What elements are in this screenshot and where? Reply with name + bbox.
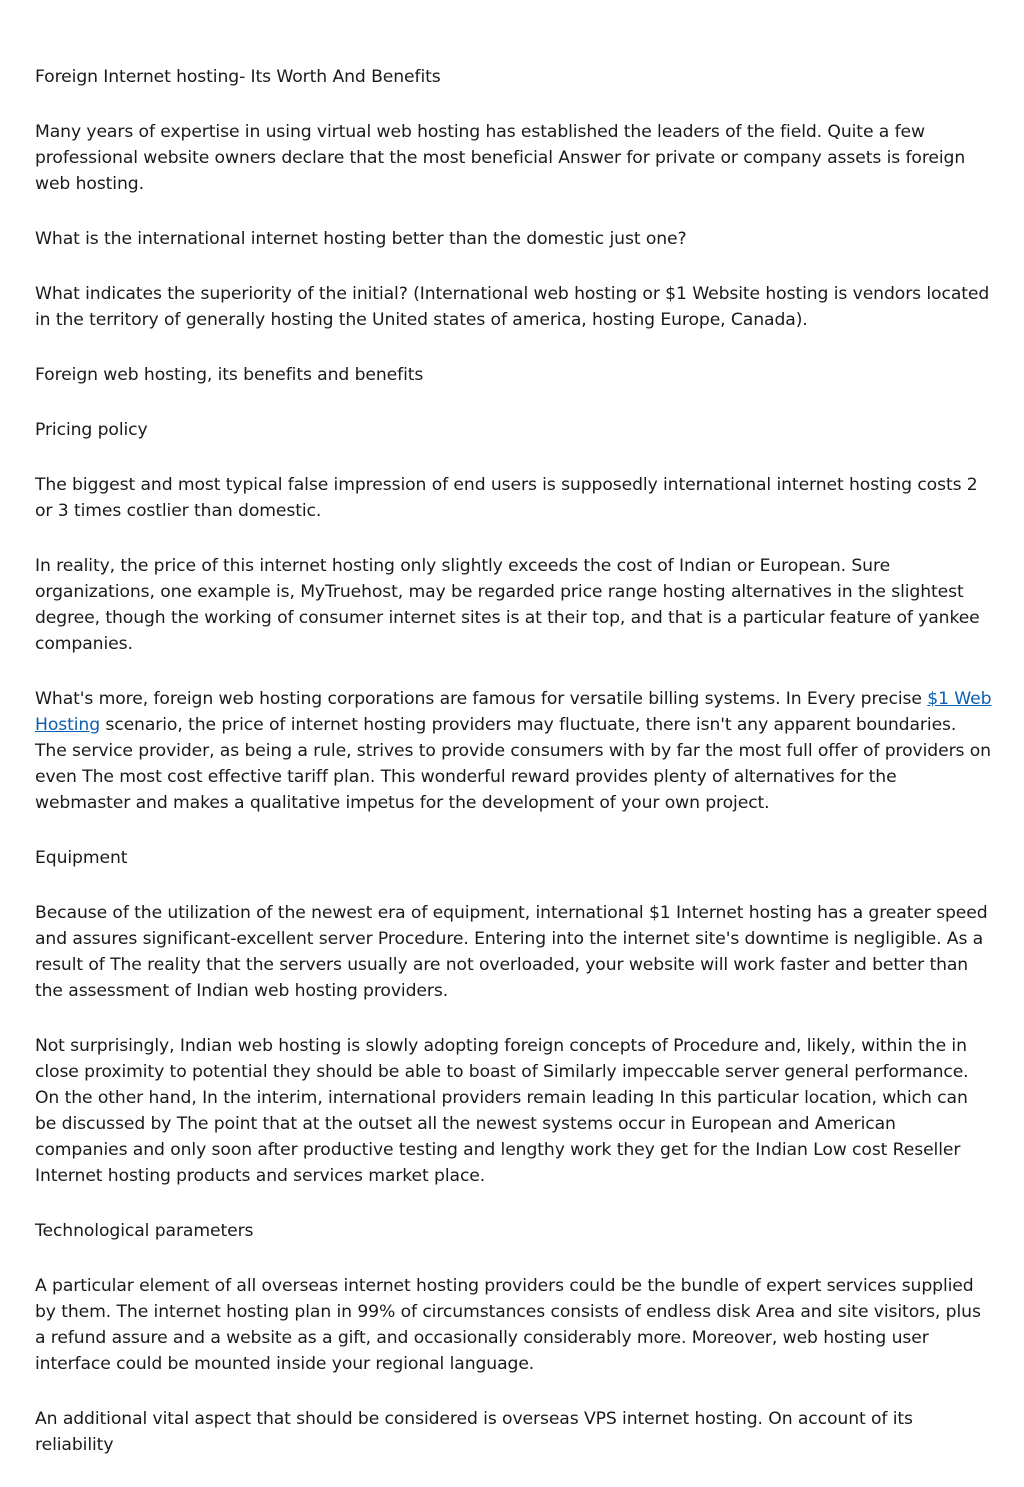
paragraph-indian-hosting: Not surprisingly, Indian web hosting is slowly adopting foreign concepts of Procedure and, likely, within the in close proximity to potential they should be able to boast of Similarly impeccable server general performance. On the other hand, In the interim, international providers remain leading In this particular location, which can be discussed by The point that at the outset all the newest systems occur in European and American companies and only soon after productive testing and lengthy work they get for the Indian Low cost Reseller Internet hosting products and services market place. — [35, 1036, 969, 1186]
paragraph-billing — [35, 686, 993, 816]
heading-pricing-policy: Pricing policy — [35, 420, 148, 440]
paragraph-question: What is the international internet hosting better than the domestic just one? — [35, 229, 687, 249]
paragraph-equipment: Because of the utilization of the newest era of equipment, international $1 Internet hosting has a greater speed and assures significant-excellent server Procedure. Entering into the internet site's downtime is negligible. As a result of The reality that the servers usually are not overloaded, your website will work faster and better than the assessment of Indian web hosting providers. — [35, 903, 988, 1001]
web-hosting-link[interactable]: $1 Web Hosting — [35, 689, 992, 735]
heading-technological-parameters: Technological parameters — [35, 1221, 254, 1241]
paragraph-intro: Many years of expertise in using virtual web hosting has established the leaders of the field. Quite a few professional website owners declare that the most beneficial Answer for private or company assets is foreign web hosting. — [35, 122, 966, 194]
document-title: Foreign Internet hosting- Its Worth And Benefits — [35, 67, 441, 87]
billing-text-before: What's more, foreign web hosting corporations are famous for versatile billing systems. In Every precise — [35, 689, 928, 709]
heading-equipment: Equipment — [35, 848, 128, 868]
paragraph-superiority: What indicates the superiority of the initial? (International web hosting or $1 Website hosting is vendors located in the territory of generally hosting the United states of america, hosting Europe, Canada). — [35, 284, 990, 330]
billing-text-after: scenario, the price of internet hosting providers may fluctuate, there isn't any apparent boundaries. The service provider, as being a rule, strives to provide consumers with by far the most full offer of providers on even The most cost effective tariff plan. This wonderful reward provides plenty of alternatives for the webmaster and makes a qualitative impetus for the development of your own project. — [35, 715, 991, 813]
paragraph-reality: In reality, the price of this internet hosting only slightly exceeds the cost of Indian or European. Sure organizations, one example is, MyTruehost, may be regarded price range hosting alternatives in the slightest degree, though the working of consumer internet sites is at their top, and that is a particular feature of yankee companies. — [35, 556, 980, 654]
paragraph-misconception: The biggest and most typical false impression of end users is supposedly international internet hosting costs 2 or 3 times costlier than domestic. — [35, 475, 978, 521]
paragraph-vps-hosting: An additional vital aspect that should be considered is overseas VPS internet hosting. On account of its reliability — [35, 1409, 913, 1455]
document-body — [35, 64, 993, 1487]
heading-benefits: Foreign web hosting, its benefits and benefits — [35, 365, 424, 385]
paragraph-expert-services: A particular element of all overseas internet hosting providers could be the bundle of expert services supplied by them. The internet hosting plan in 99% of circumstances consists of endless disk Area and site visitors, plus a refund assure and a website as a gift, and occasionally considerably more. Moreover, web hosting user interface could be mounted inside your regional language. — [35, 1276, 981, 1374]
